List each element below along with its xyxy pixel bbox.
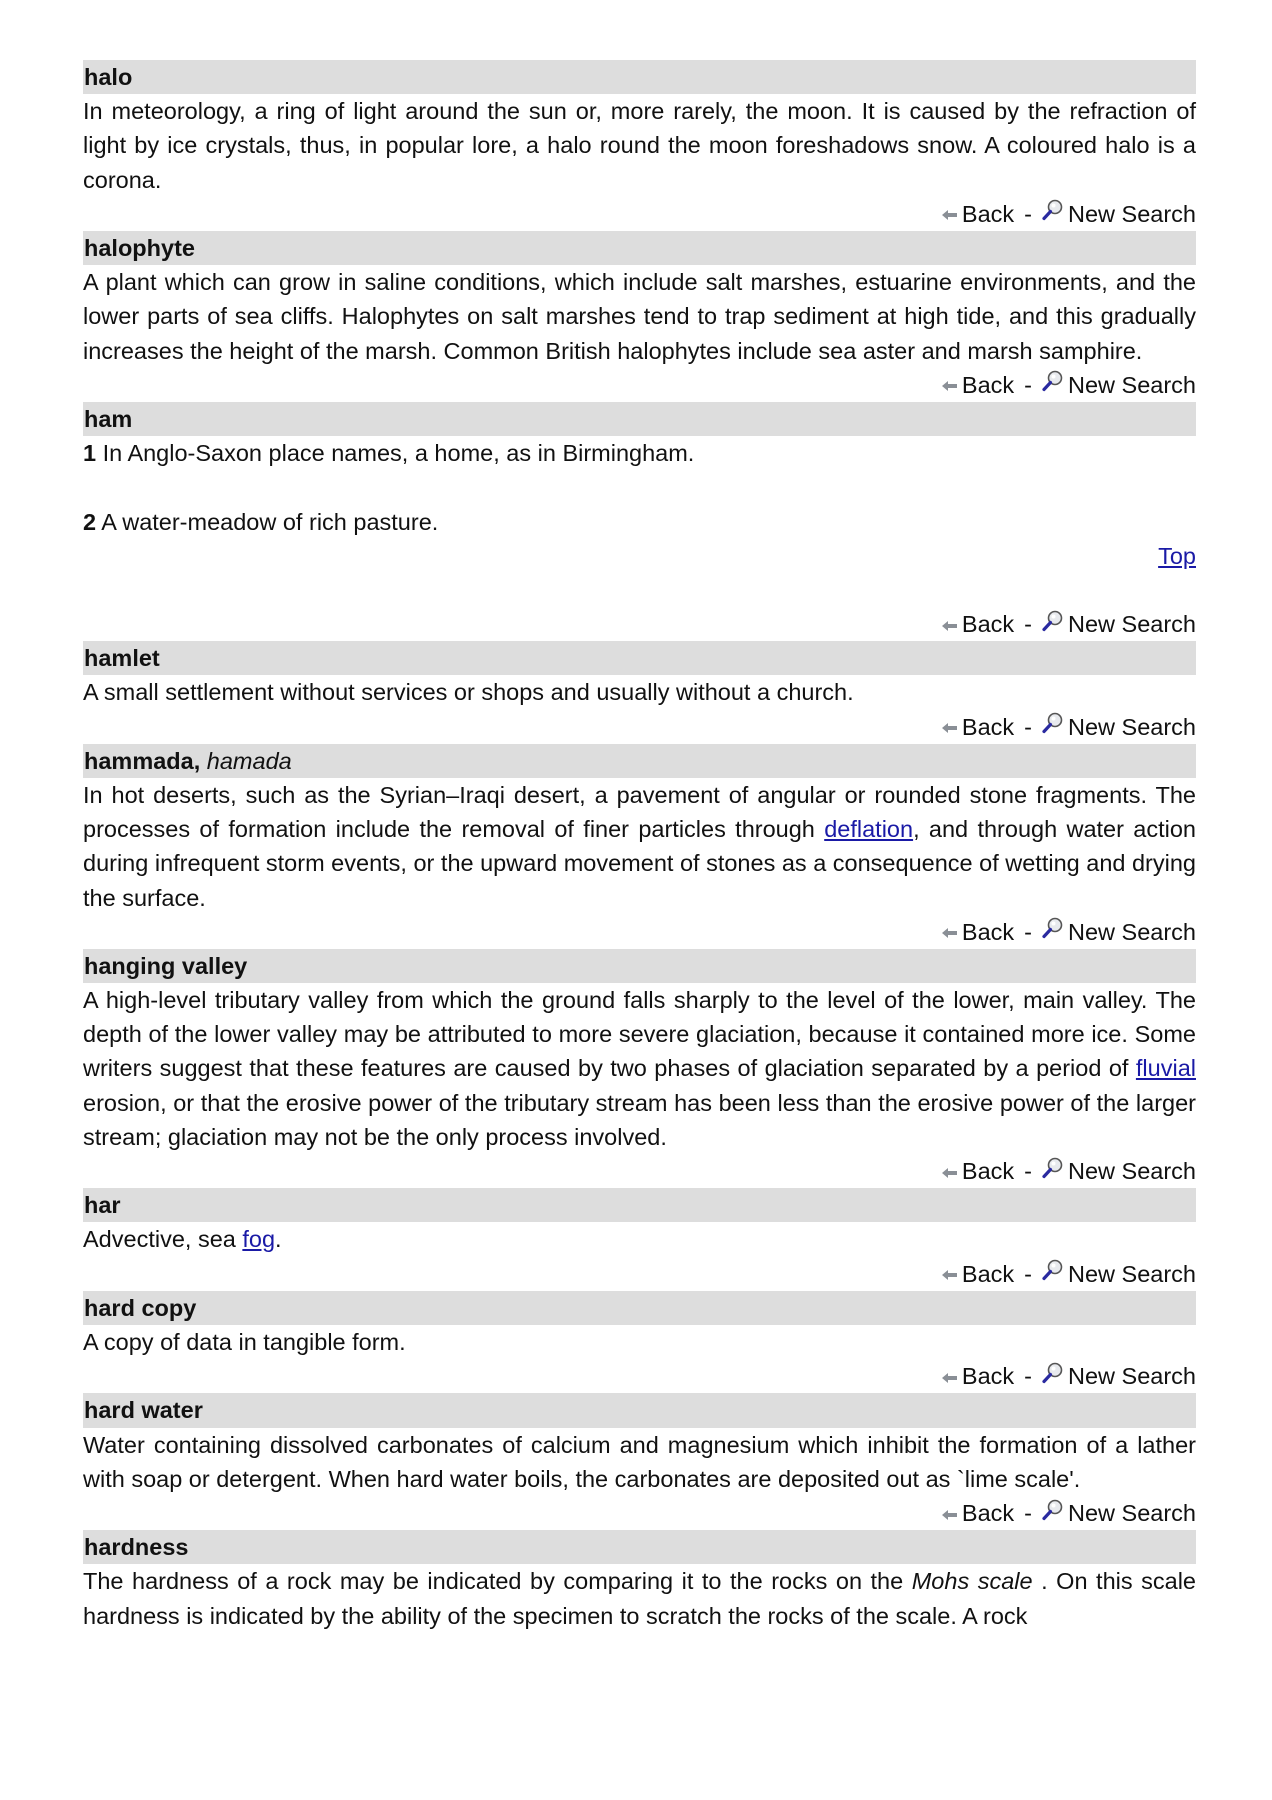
- entry-nav: [83, 1257, 1196, 1291]
- back-label: Back: [961, 200, 1015, 227]
- definition-text: In Anglo-Saxon place names, a home, as in Birmingham.: [96, 440, 695, 467]
- term-label: hard copy: [84, 1294, 197, 1321]
- new-search-button[interactable]: [1042, 1261, 1196, 1287]
- definition-text: A small settlement without services or shops and usually without a church.: [83, 679, 854, 706]
- entry-nav: [83, 1154, 1196, 1188]
- definition-text: Advective, sea: [83, 1226, 243, 1253]
- nav-separator: -: [1024, 1158, 1032, 1185]
- nav-separator: -: [1024, 713, 1032, 740]
- back-button[interactable]: [942, 611, 1014, 637]
- new-search-button[interactable]: [1042, 611, 1196, 637]
- new-search-label: New Search: [1068, 1260, 1196, 1287]
- entry-term: [83, 402, 1196, 436]
- top-link[interactable]: Top: [1158, 542, 1196, 569]
- glossary-entry: [83, 744, 1196, 949]
- definition-paragraph: [83, 983, 1196, 1154]
- back-button[interactable]: [942, 714, 1014, 740]
- definition-paragraph: [83, 94, 1196, 197]
- glossary-entry: [83, 641, 1196, 744]
- entry-nav: [83, 197, 1196, 231]
- new-search-label: New Search: [1068, 713, 1196, 740]
- new-search-button[interactable]: [1042, 1158, 1196, 1184]
- link-fluvial[interactable]: fluvial: [1135, 1055, 1196, 1082]
- entry-term: [83, 641, 1196, 675]
- entry-term: [83, 60, 1196, 94]
- definition-paragraph: [83, 265, 1196, 368]
- entry-definition: [83, 983, 1196, 1154]
- italic-term: Mohs scale: [911, 1568, 1033, 1595]
- glossary-entry: [83, 1530, 1196, 1633]
- term-label: ham: [84, 405, 133, 432]
- glossary-entry: [83, 1393, 1196, 1530]
- term-label: hamlet: [84, 645, 160, 672]
- entry-definition: [83, 436, 1196, 539]
- new-search-button[interactable]: [1042, 1363, 1196, 1389]
- entry-term: hammada, hamada: [83, 744, 1196, 778]
- entry-term: [83, 1530, 1196, 1564]
- entry-definition: [83, 1325, 1196, 1359]
- definition-text: . On this scale hardness is indicated by the ability of the specimen to scratch the rocks of the scale. A rock: [83, 1568, 1196, 1629]
- definition-text: A water-meadow of rich pasture.: [96, 508, 439, 535]
- spacer: [83, 573, 1196, 607]
- back-label: Back: [961, 1158, 1015, 1185]
- glossary-entry: [83, 1291, 1196, 1394]
- magnifier-icon: [1042, 1359, 1064, 1393]
- term-label: hammada: [84, 747, 194, 774]
- definition-text: The hardness of a rock may be indicated by comparing it to the rocks on the: [83, 1568, 912, 1595]
- definition-text: , and through water action during infrequent storm events, or the upward movement of stones as a consequence of wetting and drying the surface.: [83, 816, 1196, 911]
- link-deflation[interactable]: deflation: [824, 816, 914, 843]
- definition-paragraph: [83, 505, 1196, 539]
- magnifier-icon: [1042, 914, 1064, 948]
- new-search-button[interactable]: [1042, 201, 1196, 227]
- magnifier-icon: [1042, 367, 1064, 401]
- new-search-button[interactable]: [1042, 372, 1196, 398]
- sense-number: 1: [83, 440, 97, 467]
- term-variant: hamada: [206, 747, 292, 774]
- entry-definition: [83, 265, 1196, 368]
- left-arrow-icon: [942, 1359, 958, 1393]
- glossary-entry: [83, 1188, 1196, 1291]
- left-arrow-icon: [942, 1256, 958, 1290]
- glossary-page: [83, 60, 1196, 1633]
- entry-nav: [83, 710, 1196, 744]
- definition-text: A high-level tributary valley from which the ground falls sharply to the level of the lower, main valley. The depth of the lower valley may be attributed to more severe glaciation, because it contained more ice. Some writers suggest that these features are caused by two phases of glaciation separated by a period of: [83, 987, 1196, 1082]
- back-button[interactable]: [942, 1500, 1014, 1526]
- entry-term: [83, 1291, 1196, 1325]
- new-search-label: New Search: [1068, 1500, 1196, 1527]
- definition-text: Water containing dissolved carbonates of calcium and magnesium which inhibit the formation of a lather with soap or detergent. When hard water boils, the carbonates are deposited out as `lime scale'.: [83, 1431, 1196, 1492]
- definition-text: .: [275, 1226, 282, 1253]
- magnifier-icon: [1042, 607, 1064, 641]
- term-label: hardness: [84, 1534, 189, 1561]
- nav-separator: -: [1024, 918, 1032, 945]
- entry-definition: [83, 675, 1196, 709]
- entry-definition: [83, 778, 1196, 915]
- nav-separator: -: [1024, 610, 1032, 637]
- definition-text: erosion, or that the erosive power of the tributary stream has been less than the erosive power of the larger stream; glaciation may not be the only process involved.: [83, 1089, 1196, 1150]
- definition-text: A copy of data in tangible form.: [83, 1329, 406, 1356]
- nav-separator: -: [1024, 1260, 1032, 1287]
- new-search-button[interactable]: [1042, 919, 1196, 945]
- back-label: Back: [961, 610, 1015, 637]
- sense-number: 2: [83, 508, 97, 535]
- nav-separator: -: [1024, 1363, 1032, 1390]
- new-search-label: New Search: [1068, 918, 1196, 945]
- back-button[interactable]: [942, 919, 1014, 945]
- magnifier-icon: [1042, 709, 1064, 743]
- left-arrow-icon: [942, 1154, 958, 1188]
- definition-text: In hot deserts, such as the Syrian–Iraqi desert, a pavement of angular or rounded stone fragments. The processes of formation include the removal of finer particles through: [83, 781, 1196, 843]
- magnifier-icon: [1042, 1154, 1064, 1188]
- definition-paragraph: [83, 1428, 1196, 1496]
- term-label: hard water: [84, 1397, 203, 1424]
- link-fog[interactable]: fog: [242, 1226, 276, 1253]
- magnifier-icon: [1042, 196, 1064, 230]
- new-search-label: New Search: [1068, 1363, 1196, 1390]
- definition-text: A plant which can grow in saline conditions, which include salt marshes, estuarine environments, and the lower parts of sea cliffs. Halophytes on salt marshes tend to trap sediment at high tide, and this gradually increases the height of the marsh. Common British halophytes include sea aster and marsh samphire.: [83, 269, 1196, 364]
- entry-nav: [83, 368, 1196, 402]
- entry-nav: [83, 915, 1196, 949]
- back-label: Back: [961, 1363, 1015, 1390]
- term-label: halo: [84, 64, 133, 90]
- magnifier-icon: [1042, 1256, 1064, 1290]
- glossary-entry: [83, 231, 1196, 402]
- glossary-entry: [83, 949, 1196, 1188]
- new-search-label: New Search: [1068, 200, 1196, 227]
- new-search-label: New Search: [1068, 371, 1196, 398]
- back-button[interactable]: [942, 1261, 1014, 1287]
- definition-paragraph: [83, 1325, 1196, 1359]
- entry-term: [83, 949, 1196, 983]
- nav-separator: -: [1024, 1500, 1032, 1527]
- new-search-label: New Search: [1068, 610, 1196, 637]
- nav-separator: -: [1024, 371, 1032, 398]
- back-button[interactable]: [942, 1363, 1014, 1389]
- entry-term: [83, 1188, 1196, 1222]
- back-button[interactable]: [942, 201, 1014, 227]
- entry-nav: [83, 1496, 1196, 1530]
- entry-term: [83, 231, 1196, 265]
- entry-nav: [83, 607, 1196, 641]
- left-arrow-icon: [942, 607, 958, 641]
- entry-definition: [83, 1428, 1196, 1496]
- back-label: Back: [961, 713, 1015, 740]
- term-label: hanging valley: [84, 952, 248, 979]
- definition-text: In meteorology, a ring of light around the sun or, more rarely, the moon. It is caused by the refraction of light by ice crystals, thus, in popular lore, a halo round the moon foreshadows snow. A coloured halo is a corona.: [83, 98, 1196, 193]
- term-label: halophyte: [84, 234, 195, 261]
- new-search-button[interactable]: [1042, 1500, 1196, 1526]
- definition-paragraph: [83, 436, 1196, 470]
- nav-separator: -: [1024, 200, 1032, 227]
- left-arrow-icon: [942, 196, 958, 230]
- back-button[interactable]: [942, 372, 1014, 398]
- definition-paragraph: [83, 1222, 1196, 1256]
- term-label: har: [84, 1192, 121, 1219]
- left-arrow-icon: [942, 1496, 958, 1530]
- back-label: Back: [961, 1500, 1015, 1527]
- definition-paragraph: [83, 1564, 1196, 1632]
- back-label: Back: [961, 1260, 1015, 1287]
- entry-definition: [83, 1222, 1196, 1256]
- top-line: [83, 539, 1196, 573]
- new-search-button[interactable]: [1042, 714, 1196, 740]
- entry-definition: [83, 94, 1196, 197]
- definition-paragraph: [83, 675, 1196, 709]
- left-arrow-icon: [942, 914, 958, 948]
- entry-term: [83, 1393, 1196, 1427]
- magnifier-icon: [1042, 1496, 1064, 1530]
- entry-nav: [83, 1359, 1196, 1393]
- back-label: Back: [961, 371, 1015, 398]
- back-label: Back: [961, 918, 1015, 945]
- left-arrow-icon: [942, 367, 958, 401]
- left-arrow-icon: [942, 709, 958, 743]
- glossary-entry: [83, 402, 1196, 641]
- new-search-label: New Search: [1068, 1158, 1196, 1185]
- glossary-entry: [83, 60, 1196, 231]
- back-button[interactable]: [942, 1158, 1014, 1184]
- definition-paragraph: [83, 778, 1196, 915]
- entry-definition: [83, 1564, 1196, 1632]
